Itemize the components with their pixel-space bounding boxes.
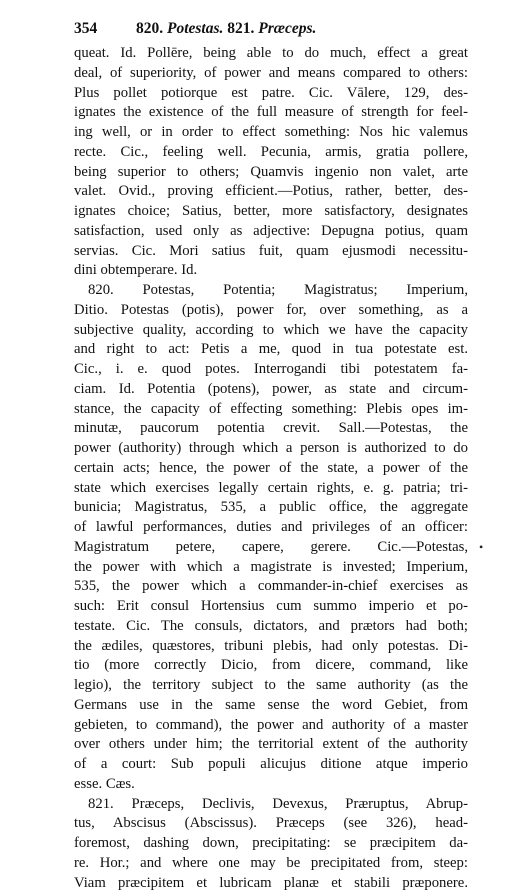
body-line: minutæ, paucorum potentia crevit. Sall.—Potestas, the [74, 419, 468, 439]
body-line: Cic., i. e. quod potes. Interrogandi tibi potestatem fa- [74, 360, 468, 380]
body-line: of a court: Sub populi alicujus ditione atque imperio [74, 755, 468, 775]
body-line: certain acts; hence, the power of the state, a power of the [74, 459, 468, 479]
body-line: valet. Ovid., proving efficient.—Potius, rather, better, des- [74, 182, 468, 202]
body-line: Viam præcipitem et lubricam planæ et stabili præponere. [74, 874, 468, 893]
page-body [74, 44, 468, 893]
body-line: gebieten, to command), the power and authority of a master [74, 716, 468, 736]
body-line: re. Hor.; and where one may be precipitated from, steep: [74, 854, 468, 874]
left-entry-word: Potestas. [167, 20, 223, 37]
body-line: esse. Cæs. [74, 775, 468, 795]
body-line: ignates choice; Satius, better, more satisfactory, designates [74, 202, 468, 222]
body-line: tus, Abscisus (Abscissus). Præceps (see 326), head- [74, 814, 468, 834]
body-line: 820. Potestas, Potentia; Magistratus; Imperium, [74, 281, 468, 301]
running-title [136, 20, 316, 38]
body-line: ignates the existence of the full measure of strength for feel- [74, 103, 468, 123]
body-line: and right to act: Petis a me, quod in tua potestate est. [74, 340, 468, 360]
body-line: being superior to others; Quamvis ingenio non valet, arte [74, 163, 468, 183]
page-number: 354 [74, 20, 97, 38]
body-line: tio (more correctly Dicio, from dicere, command, like [74, 656, 468, 676]
body-line: recte. Cic., feeling well. Pecunia, armis, gratia pollere, [74, 143, 468, 163]
body-line: power (authority) through which a person is authorized to do [74, 439, 468, 459]
body-line: the ædiles, quæstores, tribuni plebis, had only potestas. Di- [74, 637, 468, 657]
body-line: legio), the territory subject to the same authority (as the [74, 676, 468, 696]
running-header [74, 20, 468, 42]
right-entry-word: Præceps. [258, 20, 316, 37]
body-line: Ditio. Potestas (potis), power for, over something, as a [74, 301, 468, 321]
left-entry-number: 820. [136, 20, 167, 37]
margin-mark: • [479, 540, 483, 555]
body-line: state which exercises legally certain rights, e. g. patria; tri- [74, 479, 468, 499]
body-line: the power with which a magistrate is invested; Imperium, [74, 558, 468, 578]
body-line: foremost, dashing down, precipitating: se præcipitem da- [74, 834, 468, 854]
body-line: Plus pollet potiorque est patre. Cic. Vālere, 129, des- [74, 84, 468, 104]
body-line: 535, the power which a commander-in-chief exercises as [74, 577, 468, 597]
body-line: Germans use in the same sense the word Gebiet, from [74, 696, 468, 716]
body-line: dini obtemperare. Id. [74, 261, 468, 281]
body-line: of lawful performances, duties and privileges of an officer: [74, 518, 468, 538]
body-line: servias. Cic. Mori satius fuit, quam ejusmodi necessitu- [74, 242, 468, 262]
body-line: such: Erit consul Hortensius cum summo imperio et po- [74, 597, 468, 617]
body-line: subjective quality, according to which we have the capacity [74, 321, 468, 341]
body-line: queat. Id. Pollēre, being able to do much, effect a great [74, 44, 468, 64]
body-line: ing well, or in order to effect something: Nos hic valemus [74, 123, 468, 143]
body-line: satisfaction, used only as adjective: Depugna potius, quam [74, 222, 468, 242]
body-line: ciam. Id. Potentia (potens), power, as state and circum- [74, 380, 468, 400]
body-line: stance, the capacity of effecting something: Plebis opes im- [74, 400, 468, 420]
body-line: testate. Cic. The consuls, dictators, and prætors had both; [74, 617, 468, 637]
body-line: deal, of superiority, of power and means compared to others: [74, 64, 468, 84]
body-line: over others under him; the territorial extent of the authority [74, 735, 468, 755]
right-entry-number: 821. [223, 20, 258, 37]
body-line: 821. Præceps, Declivis, Devexus, Præruptus, Abrup- [74, 795, 468, 815]
body-line: Magistratum petere, capere, gerere. Cic.—Potestas, [74, 538, 468, 558]
body-line: bunicia; Magistratus, 535, a public office, the aggregate [74, 498, 468, 518]
